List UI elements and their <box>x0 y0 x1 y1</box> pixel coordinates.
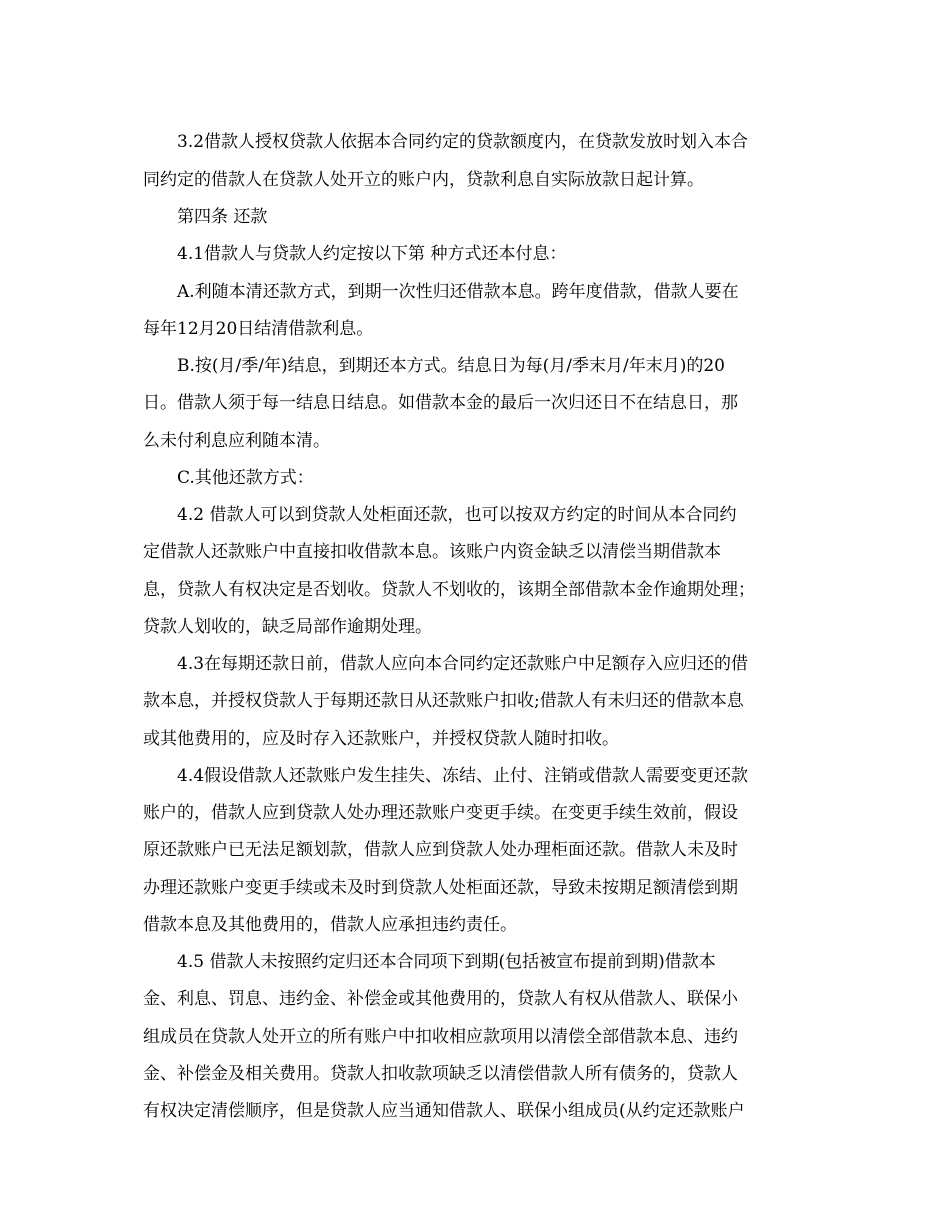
text-line: A.利随本清还款方式，到期一次性归还借款本息。跨年度借款，借款人要在 <box>177 282 739 302</box>
text-line: B.按(月/季/年)结息，到期还本方式。结息日为每(月/季末月/年末月)的20 <box>177 356 725 376</box>
text-line: 4.3在每期还款日前，借款人应向本合同约定还款账户中足额存入应归还的借 <box>177 654 749 674</box>
text-line: 或其他费用的，应及时存入还款账户，并授权贷款人随时扣收。 <box>143 729 619 749</box>
text-line: 3.2借款人授权贷款人依据本合同约定的贷款额度内，在贷款发放时划入本合 <box>177 132 749 152</box>
text-line: 款本息，并授权贷款人于每期还款日从还款账户扣收;借款人有未归还的借款本息 <box>143 691 744 711</box>
text-line: 借款本息及其他费用的，借款人应承担违约责任。 <box>143 915 517 935</box>
text-line: 金、补偿金及相关费用。贷款人扣收款项缺乏以清偿借款人所有债务的，贷款人 <box>143 1064 738 1084</box>
text-line: C.其他还款方式： <box>177 468 314 488</box>
text-line: 金、利息、罚息、违约金、补偿金或其他费用的，贷款人有权从借款人、联保小 <box>143 989 738 1009</box>
text-line: 4.5 借款人未按照约定归还本合同项下到期(包括被宣布提前到期)借款本 <box>177 952 716 972</box>
text-line: 贷款人划收的，缺乏局部作逾期处理。 <box>143 617 432 637</box>
text-line: 么未付利息应利随本清。 <box>143 431 330 451</box>
text-line: 同约定的借款人在贷款人处开立的账户内，贷款利息自实际放款日起计算。 <box>143 170 704 190</box>
text-line: 有权决定清偿顺序，但是贷款人应当通知借款人、联保小组成员(从约定还款账户 <box>143 1101 745 1121</box>
text-line: 原还款账户已无法足额划款，借款人应到贷款人处办理柜面还款。借款人未及时 <box>143 840 738 860</box>
text-line: 4.2 借款人可以到贷款人处柜面还款，也可以按双方约定的时间从本合同约 <box>177 505 737 525</box>
text-line: 办理还款账户变更手续或未及时到贷款人处柜面还款，导致未按期足额清偿到期 <box>143 878 738 898</box>
text-line: 息，贷款人有权决定是否划收。贷款人不划收的，该期全部借款本金作逾期处理； <box>143 580 755 600</box>
text-line: 定借款人还款账户中直接扣收借款本息。该账户内资金缺乏以清偿当期借款本 <box>143 542 721 562</box>
text-line: 4.1借款人与贷款人约定按以下第 种方式还本付息： <box>177 244 567 264</box>
text-line: 日。借款人须于每一结息日结息。如借款本金的最后一次归还日不在结息日，那 <box>143 393 738 413</box>
text-line: 账户的，借款人应到贷款人处办理还款账户变更手续。在变更手续生效前，假设 <box>143 803 738 823</box>
text-line: 组成员在贷款人处开立的所有账户中扣收相应款项用以清偿全部借款本息、违约 <box>143 1027 738 1047</box>
section-heading: 第四条 还款 <box>177 207 268 227</box>
text-line: 4.4假设借款人还款账户发生挂失、冻结、止付、注销或借款人需要变更还款 <box>177 766 749 786</box>
text-line: 每年12月20日结清借款利息。 <box>143 319 374 339</box>
